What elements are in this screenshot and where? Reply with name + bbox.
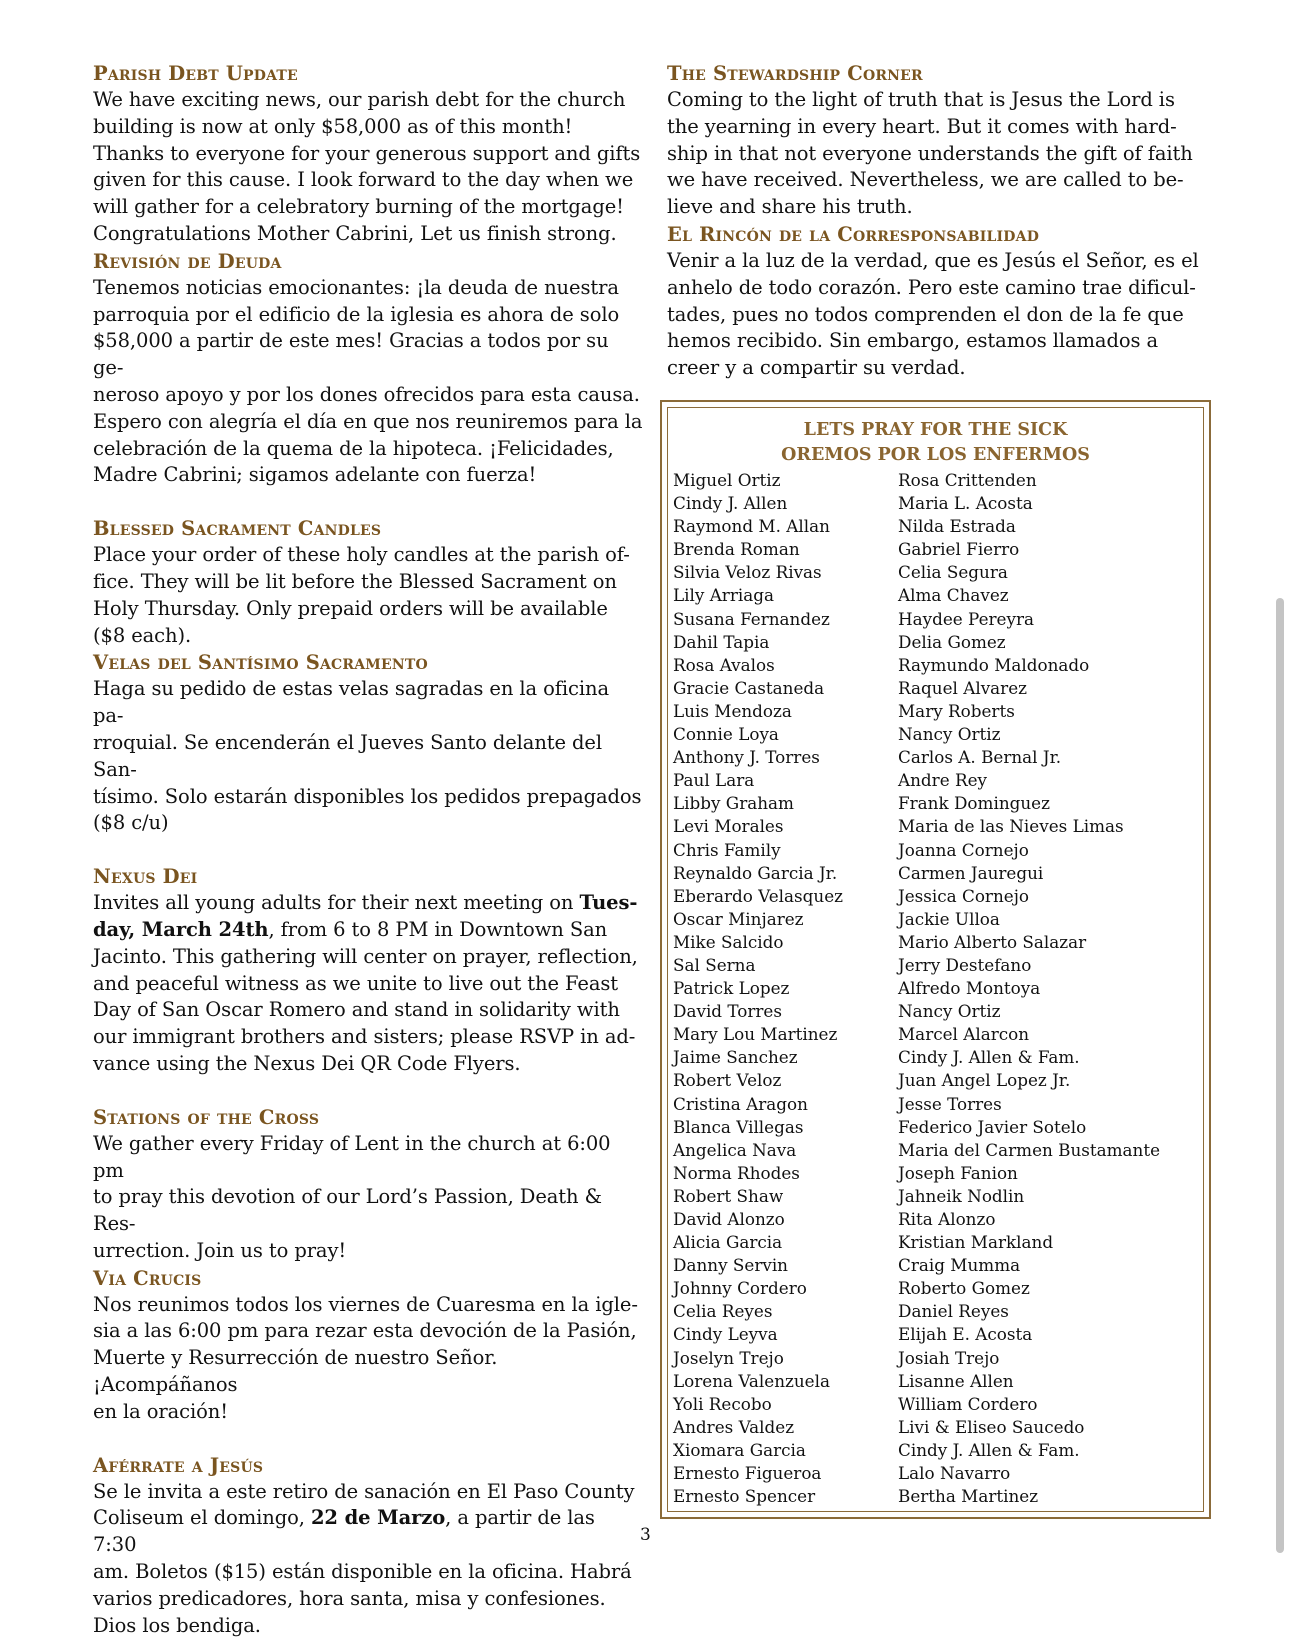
candles-text [93,542,643,649]
stations-heading: Stations of the Cross [93,1105,320,1129]
sick-name: Maria del Carmen Bustamante [898,1139,1161,1160]
text-line: Coming to the light of truth that is Jesus the Lord is [667,88,1175,111]
sick-name: Joseph Fanion [898,1162,1018,1183]
sick-name: Maria de las Nieves Limas [898,816,1124,837]
text-line: ship in that not everyone understands the gift of faith [667,141,1193,165]
sick-name: Connie Loya [673,724,779,745]
sick-name: Mario Alberto Salazar [898,931,1087,952]
text-line: Day of San Oscar Romero and stand in solidarity with [93,998,620,1022]
sick-name: Cindy J. Allen & Fam. [898,1047,1080,1068]
sick-name: Gabriel Fierro [898,539,1020,560]
sick-name: Alfredo Montoya [898,978,1041,999]
text-line: we have received. Nevertheless, we are called to be- [667,168,1184,192]
sick-name: Eberardo Velasquez [673,885,843,906]
sick-name: William Cordero [898,1393,1038,1414]
sick-name: Brenda Roman [673,539,800,560]
text-line: varios predicadores, hora santa, misa y confesiones. [93,1586,606,1610]
sick-name: Raquel Alvarez [898,677,1027,698]
sick-name: Nancy Ortiz [898,724,1001,745]
sick-name: Elijah E. Acosta [898,1324,1033,1345]
sick-name: David Torres [673,1001,782,1022]
sick-name: Norma Rhodes [673,1162,800,1183]
sick-name: Rosa Crittenden [898,470,1037,490]
sick-name: Kristian Markland [898,1232,1054,1253]
scrollbar-track[interactable] [1272,0,1290,1632]
velas-heading: Velas del Santísimo Sacramento [93,651,428,675]
sick-name: Andres Valdez [673,1416,795,1437]
sick-name: Raymond M. Allan [673,516,830,537]
text-line: ($8 each). [93,623,192,647]
sick-name: Roberto Gomez [898,1278,1030,1299]
aferrate-heading: Aférrate a Jesús [93,1453,264,1477]
text-line: am. Boletos ($15) están disponible en la oficina. Habrá [93,1560,632,1584]
velas-text [93,676,643,837]
text-line: our immigrant brothers and sisters; please RSVP in ad- [93,1025,636,1049]
sick-name: Carmen Jauregui [898,862,1044,883]
sick-name: Raymundo Maldonado [898,654,1090,675]
scrollbar-thumb[interactable] [1276,598,1284,1553]
text-line: anhelo de todo corazón. Pero este camino trae dificul- [667,275,1196,299]
sick-names-left [673,469,843,1508]
sick-name: Mary Roberts [898,700,1015,721]
sick-name: Sal Serna [673,954,756,975]
stewardship-heading: The Stewardship Corner [667,62,923,85]
left-column [93,60,643,1639]
sick-name: Chris Family [673,839,781,860]
sick-name: Danny Servin [673,1255,788,1276]
sick-name: Nilda Estrada [898,516,1016,537]
sick-name: Jesse Torres [898,1093,1002,1114]
sick-name: Cindy Leyva [673,1324,778,1345]
sick-name: Delia Gomez [898,631,1006,652]
sick-name: Silvia Veloz Rivas [673,562,822,583]
rincon-heading: El Rincón de la Corresponsabilidad [667,222,1040,246]
sick-names-right [898,469,1160,1508]
sick-name: Craig Mumma [898,1255,1021,1276]
text-line: the yearning in every heart. But it comes with hard- [667,114,1177,138]
sick-name: Celia Segura [898,562,1008,583]
revision-deuda-heading: Revisión de Deuda [93,249,282,273]
nexus-dei-text: Invites all young adults for their next meeting on Tues- day, March 24th, from 6 to 8 PM in Downtown San Jacinto. This gathering will center on prayer, reflection, and peaceful witness as we unite to live out the Feast Day of San Oscar Romero and stand in solidarity with our immigrant brothers and sisters; please RSVP in ad- vance using the Nexus Dei QR Code Flyers. [93,890,643,1078]
sick-name: Lily Arriaga [673,585,774,606]
sick-name: Ernesto Spencer [673,1486,816,1507]
sick-name: Celia Reyes [673,1301,773,1322]
text-line: and peaceful witness as we unite to live out the Feast [93,971,618,995]
sick-name: Federico Javier Sotelo [898,1116,1087,1137]
text-line: Congratulations Mother Cabrini, Let us finish strong. [93,221,617,245]
text-line: Tenemos noticias emocionantes: ¡la deuda de nuestra [93,275,619,299]
text-line: Thanks to everyone for your generous support and gifts [93,141,641,165]
sick-name: Lisanne Allen [898,1370,1014,1391]
via-crucis-text [93,1292,643,1426]
revision-deuda-text [93,275,643,489]
sick-list-title-en: LETS PRAY FOR THE SICK [803,420,1068,440]
aferrate-text: Se le invita a este retiro de sanación en El Paso County Coliseum el domingo, 22 de Marzo, a partir de las 7:30 am. Boletos ($15) están disponible en la oficina. Habrá varios predicadores, hora santa, misa y confesiones. Dios los bendiga. [93,1479,643,1639]
sick-name: Jackie Ulloa [898,908,1000,929]
sick-name: Cindy J. Allen [673,493,788,514]
via-crucis-heading: Via Crucis [93,1266,202,1290]
sick-name: Lorena Valenzuela [673,1370,830,1391]
nexus-dei-heading: Nexus Dei [93,865,198,889]
parish-debt-heading: Parish Debt Update [93,62,298,85]
sick-list-box [660,400,1211,1519]
rincon-text [667,248,1207,382]
sick-name: Robert Shaw [673,1185,784,1206]
text-line: Haga su pedido de estas velas sagradas en la oficina pa- [93,677,609,728]
sick-name: Lalo Navarro [898,1463,1011,1484]
sick-name: Ernesto Figueroa [673,1463,822,1484]
text-line: hemos recibido. Sin embargo, estamos llamados a [667,329,1158,353]
sick-name: Rosa Avalos [673,654,775,675]
text-line: fice. They will be lit before the Blessed Sacrament on [93,569,617,593]
text-line: en la oración! [93,1399,228,1423]
sick-name: Marcel Alarcon [898,1024,1030,1045]
text-line: sia a las 6:00 pm para rezar esta devoción de la Pasión, [93,1319,637,1343]
sick-name: Carlos A. Bernal Jr. [898,747,1062,768]
text-line: parroquia por el edificio de la iglesia es ahora de solo [93,302,620,326]
text-line: Holy Thursday. Only prepaid orders will be available [93,596,608,620]
sick-name: Cristina Aragon [673,1093,808,1114]
sick-name: Blanca Villegas [673,1116,804,1137]
sick-name: Levi Morales [673,816,784,837]
sick-name: Xiomara Garcia [673,1439,806,1460]
sick-list-inner-border [667,407,1204,1512]
sick-name: Joselyn Trejo [673,1347,784,1368]
sick-name: Dahil Tapia [673,631,770,652]
sick-name: David Alonzo [673,1209,785,1229]
sick-name: Jessica Cornejo [898,885,1029,906]
text-line: ($8 c/u) [93,811,169,835]
sick-name: Yoli Recobo [673,1393,772,1414]
text-line: neroso apoyo y por los dones ofrecidos para esta causa. [93,382,640,406]
sick-name: Anthony J. Torres [673,747,820,768]
text-line: lieve and share his truth. [667,195,913,219]
stations-text [93,1131,643,1265]
sick-name: Juan Angel Lopez Jr. [898,1070,1071,1091]
sick-name: Joanna Cornejo [898,839,1029,860]
sick-name: Bertha Martinez [898,1486,1039,1507]
stewardship-text [667,87,1207,221]
sick-name: Paul Lara [673,770,755,791]
sick-name: Daniel Reyes [898,1301,1009,1322]
text-line: tísimo. Solo estarán disponibles los pedidos prepagados [93,784,642,808]
page-number: 3 [640,1525,651,1545]
text-line: Place your order of these holy candles at the parish of- [93,543,630,567]
text-line: urrection. Join us to pray! [93,1238,347,1262]
sick-name: Jerry Destefano [898,954,1032,975]
text-line: Nos reunimos todos los viernes de Cuaresma en la igle- [93,1292,638,1316]
candles-heading: Blessed Sacrament Candles [93,517,382,541]
text-line: Jacinto. This gathering will center on prayer, reflection, [93,944,638,968]
sick-name: Gracie Castaneda [673,677,825,698]
text-line: building is now at only $58,000 as of this month! [93,114,573,138]
sick-name: Haydee Pereyra [898,608,1034,629]
sick-name: Oscar Minjarez [673,908,804,929]
text-line: rroquial. Se encenderán el Jueves Santo delante del San- [93,730,603,781]
text-line: given for this cause. I look forward to the day when we [93,168,634,192]
text-line: $58,000 a partir de este mes! Gracias a todos por su ge- [93,329,609,380]
sick-name: Alma Chavez [898,585,1009,606]
sick-name: Luis Mendoza [673,700,792,721]
sick-name: Jaime Sanchez [673,1047,798,1068]
sick-name: Mary Lou Martinez [673,1024,838,1045]
sick-name: Reynaldo Garcia Jr. [673,862,838,883]
text-line: creer y a compartir su verdad. [667,356,966,380]
sick-name: Susana Fernandez [673,608,830,629]
sick-name: Jahneik Nodlin [898,1185,1025,1206]
sick-name: Maria L. Acosta [898,493,1033,514]
text-line: will gather for a celebratory burning of the mortgage! [93,195,624,219]
sick-name: Cindy J. Allen & Fam. [898,1439,1080,1460]
text-line: Venir a la luz de la verdad, que es Jesús el Señor, es el [667,248,1199,272]
text-line: Muerte y Resurrección de nuestro Señor. ¡Acompáñanos [93,1346,498,1397]
sick-name: Robert Veloz [673,1070,782,1091]
sick-name: Johnny Cordero [673,1278,807,1299]
text-line: vance using the Nexus Dei QR Code Flyers. [93,1051,521,1075]
sick-name: Livi & Eliseo Saucedo [898,1416,1085,1437]
sick-name: Miguel Ortiz [673,470,781,490]
text-line: Madre Cabrini; sigamos adelante con fuerza! [93,463,537,487]
sick-name: Angelica Nava [673,1139,797,1160]
sick-name: Andre Rey [898,770,988,791]
sick-name: Libby Graham [673,793,794,814]
right-column [667,60,1207,382]
sick-name: Josiah Trejo [898,1347,1000,1368]
text-line: We gather every Friday of Lent in the church at 6:00 pm [93,1131,611,1182]
text-line: tades, pues no todos comprenden el don de la fe que [667,302,1184,326]
parish-debt-text [93,87,643,248]
text-line: celebración de la quema de la hipoteca. ¡Felicidades, [93,436,614,460]
sick-name: Patrick Lopez [673,978,790,999]
sick-list-title-es: OREMOS POR LOS ENFERMOS [781,445,1090,465]
text-line: Dios los bendiga. [93,1613,261,1637]
text-line: We have exciting news, our parish debt for the church [93,88,626,111]
sick-name: Rita Alonzo [898,1209,996,1229]
sick-name: Nancy Ortiz [898,1001,1001,1022]
text-line: Espero con alegría el día en que nos reuniremos para la [93,409,643,433]
sick-name: Frank Dominguez [898,793,1050,814]
sick-name: Alicia Garcia [673,1232,783,1253]
sick-name: Mike Salcido [673,931,784,952]
text-line: to pray this devotion of our Lord’s Passion, Death & Res- [93,1185,602,1236]
